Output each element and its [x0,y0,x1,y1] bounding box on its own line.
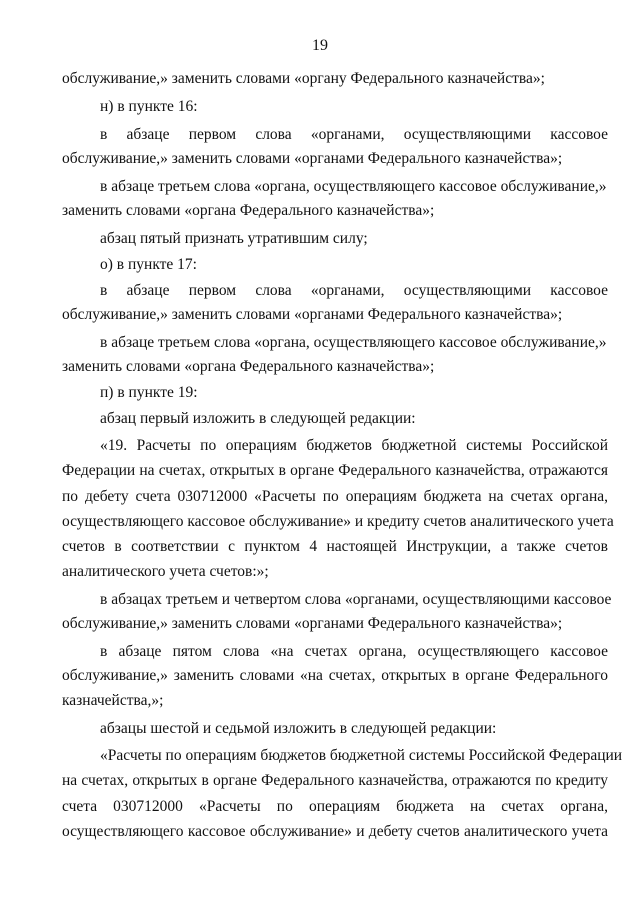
text-line: счетов в соответствии с пунктом 4 настоящей Инструкции, а также счетов [62,538,608,555]
text-line: в абзацах третьем и четвертом слова «органами, осуществляющими кассовое [100,591,612,608]
text-line: заменить словами «органа Федерального казначейства»; [62,202,435,219]
text-line: о) в пункте 17: [100,256,197,273]
text-line: счета 030712000 «Расчеты по операциям бюджета на счетах органа, [62,798,608,815]
text-line: «Расчеты по операциям бюджетов бюджетной системы Российской Федерации [100,747,623,764]
text-line: в абзаце третьем слова «органа, осуществляющего кассовое обслуживание,» [100,178,607,195]
text-line: заменить словами «органа Федерального казначейства»; [62,358,435,375]
text-line: Федерации на счетах, открытых в органе Федерального казначейства, отражаются [62,462,608,479]
text-line: п) в пункте 19: [100,384,198,401]
text-line: абзац пятый признать утратившим силу; [100,230,368,247]
text-line: обслуживание,» заменить словами «органами Федерального казначейства»; [62,306,563,323]
text-line: в абзаце первом слова «органами, осуществляющими кассовое [100,282,608,299]
text-line: н) в пункте 16: [100,98,198,115]
text-line: осуществляющего кассовое обслуживание» и кредиту счетов аналитического учета [62,513,614,530]
text-line: по дебету счета 030712000 «Расчеты по операциям бюджета на счетах органа, [62,488,608,505]
page-number: 19 [312,37,328,54]
text-line: абзац первый изложить в следующей редакции: [100,410,416,427]
text-line: в абзаце пятом слова «на счетах органа, осуществляющего кассовое [100,643,608,660]
text-line: аналитического учета счетов:»; [62,563,269,580]
text-line: на счетах, открытых в органе Федерального казначейства, отражаются по кредиту [62,772,608,789]
text-line: осуществляющего кассовое обслуживание» и дебету счетов аналитического учета [62,823,608,840]
text-line: «19. Расчеты по операциям бюджетов бюджетной системы Российской [100,437,608,454]
text-line: казначейства,»; [62,692,164,709]
text-line: в абзаце третьем слова «органа, осуществляющего кассовое обслуживание,» [100,334,607,351]
text-line: обслуживание,» заменить словами «на счетах, открытых в органе Федерального [62,667,608,684]
text-line: в абзаце первом слова «органами, осуществляющими кассовое [100,126,608,143]
text-line: обслуживание,» заменить словами «органами Федерального казначейства»; [62,615,563,632]
text-line: обслуживание,» заменить словами «органу Федерального казначейства»; [62,70,545,87]
text-line: абзацы шестой и седьмой изложить в следующей редакции: [100,720,497,737]
text-line: обслуживание,» заменить словами «органами Федерального казначейства»; [62,150,563,167]
